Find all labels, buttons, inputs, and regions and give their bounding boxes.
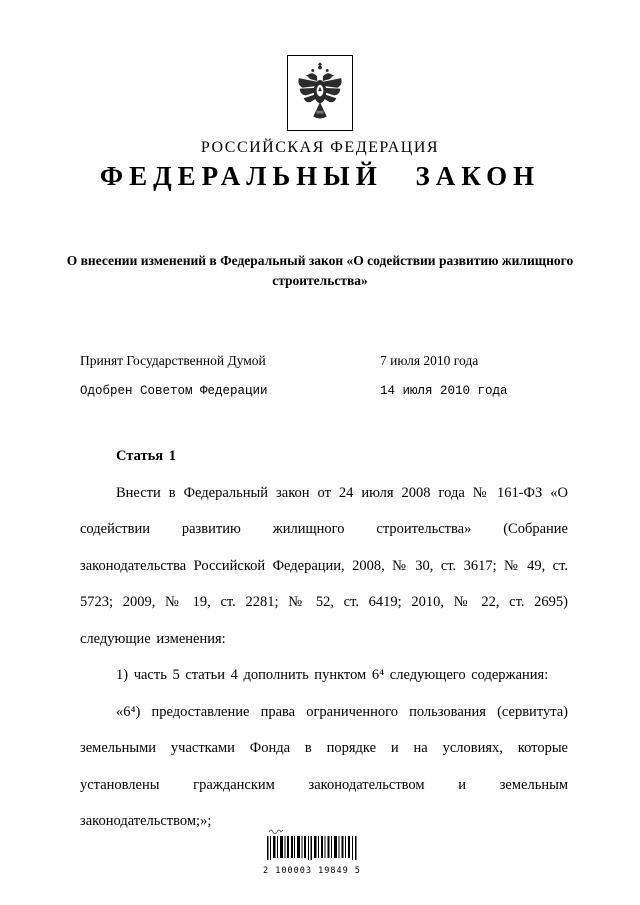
adopted-by-duma-date: 7 июля 2010 года (380, 353, 479, 368)
document-type-heading: ФЕДЕРАЛЬНЫЙ ЗАКОН (99, 161, 541, 191)
print-mark-icon (268, 827, 284, 834)
approved-by-council-date: 14 июля 2010 года (380, 384, 508, 398)
law-body (80, 438, 568, 840)
paragraph-item-1: 1) часть 5 статьи 4 дополнить пунктом 6⁴ следующего содержания: (116, 667, 549, 683)
duma-row (80, 353, 565, 369)
adoption-block (80, 353, 565, 413)
country-name: РОССИЙСКАЯ ФЕДЕРАЦИЯ (200, 139, 440, 156)
paragraph-intro: Внести в Федеральный закон от 24 июля 2008 года № 161-ФЗ «О содействии развитию жилищного строительства» (Собрание законодательства Российской Федерации, 2008, № 30, ст. 3617; № 49, ст. 5723; 2009, № 19, ст. 2281; № 52, ст. 6419; 2010, № 22, ст. 2695) следующие изменения: (80, 484, 568, 647)
approved-by-council-label: Одобрен Советом Федерации (80, 384, 268, 398)
coat-of-arms-box (287, 55, 353, 131)
council-row (80, 384, 565, 398)
adopted-by-duma-label: Принят Государственной Думой (80, 353, 266, 368)
barcode-number: 2 100003 19849 5 (263, 866, 361, 876)
barcode-bars (267, 836, 357, 860)
coat-of-arms-icon (296, 62, 344, 124)
paragraph-item-1-content: «6⁴) предоставление права ограниченного пользования (сервитута) земельными участками Фонда в порядке и на условиях, которые установлены гражданским законодательством и земельным законодательством;»; (80, 703, 568, 829)
law-title: О внесении изменений в Федеральный закон «О содействии развитию жилищного строительства» (66, 253, 574, 288)
article-1-heading: Статья 1 (116, 448, 176, 464)
barcode (262, 836, 362, 876)
